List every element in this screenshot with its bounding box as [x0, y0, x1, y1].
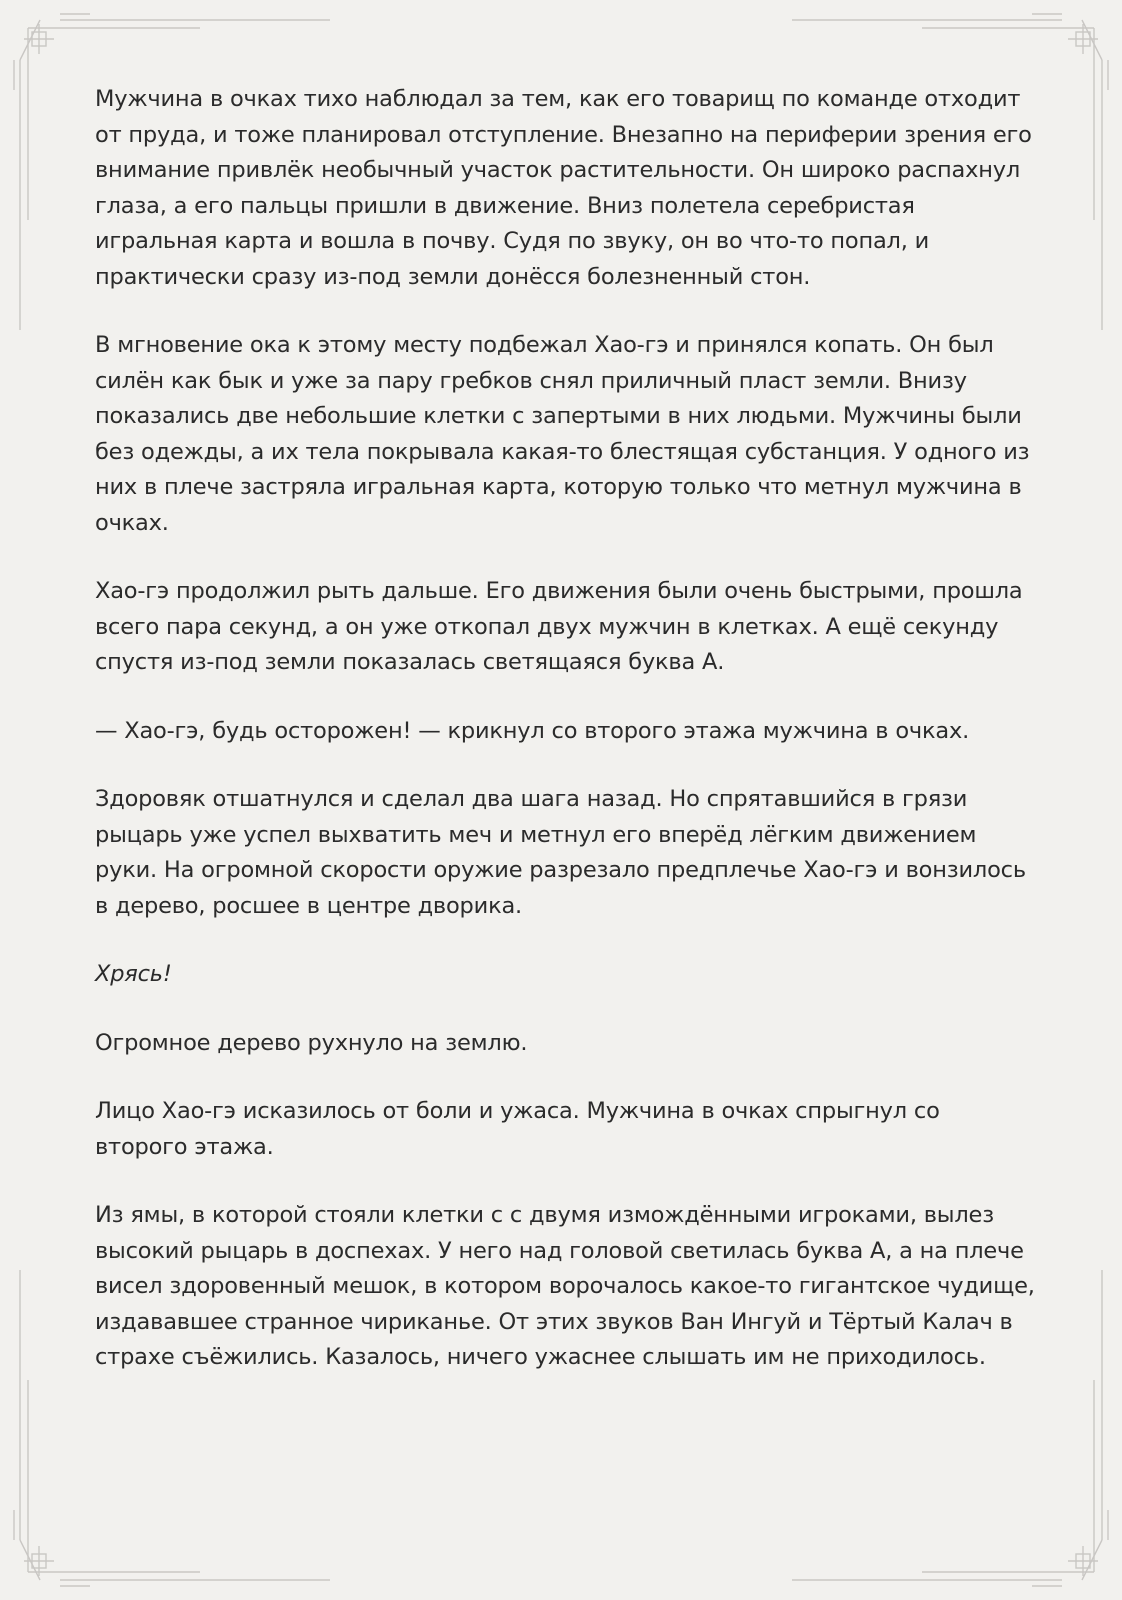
- paragraph-6-sound: Хрясь!: [95, 961, 172, 987]
- story-text: [95, 82, 1035, 1409]
- paragraph-2: В мгновение ока к этому месту подбежал Хао-гэ и принялся копать. Он был силён как бык и уже за пару гребков снял приличный пласт земли. Внизу показались две небольшие клетки с запертыми в них людьми. Мужчины были без одежды, а их тела покрывала какая-то блестящая субстанция. У одного из них в плече застряла игральная карта, которую только что метнул мужчина в очках.: [95, 332, 1030, 536]
- paragraph-5: Здоровяк отшатнулся и сделал два шага назад. Но спрятавшийся в грязи рыцарь уже успел выхватить меч и метнул его вперёд лёгким движением руки. На огромной скорости оружие разрезало предплечье Хао-гэ и вонзилось в дерево, росшее в центре дворика.: [95, 786, 1026, 919]
- paragraph-9: Из ямы, в которой стояли клетки с с двумя измождёнными игроками, вылез высокий рыцарь в доспехах. У него над головой светилась буква А, а на плече висел здоровенный мешок, в котором ворочалось какое-то гигантское чудище, издававшее странное чириканье. От этих звуков Ван Ингуй и Тёртый Калач в страхе съёжились. Казалось, ничего ужаснее слышать им не приходилось.: [95, 1202, 1035, 1370]
- paragraph-3: Хао-гэ продолжил рыть дальше. Его движения были очень быстрыми, прошла всего пара секунд, а он уже откопал двух мужчин в клетках. А ещё секунду спустя из-под земли показалась светящаяся буква А.: [95, 578, 1023, 675]
- paragraph-4: — Хао-гэ, будь осторожен! — крикнул со второго этажа мужчина в очках.: [95, 717, 970, 744]
- paragraph-8: Лицо Хао-гэ исказилось от боли и ужаса. Мужчина в очках спрыгнул со второго этажа.: [95, 1098, 940, 1160]
- paragraph-1: Мужчина в очках тихо наблюдал за тем, как его товарищ по команде отходит от пруда, и тоже планировал отступление. Внезапно на периферии зрения его внимание привлёк необычный участок растительности. Он широко распахнул глаза, а его пальцы пришли в движение. Вниз полетела серебристая игральная карта и вошла в почву. Судя по звуку, он во что-то попал, и практически сразу из-под земли донёсся болезненный стон.: [95, 86, 1032, 290]
- paragraph-7: Огромное дерево рухнуло на землю.: [95, 1029, 528, 1056]
